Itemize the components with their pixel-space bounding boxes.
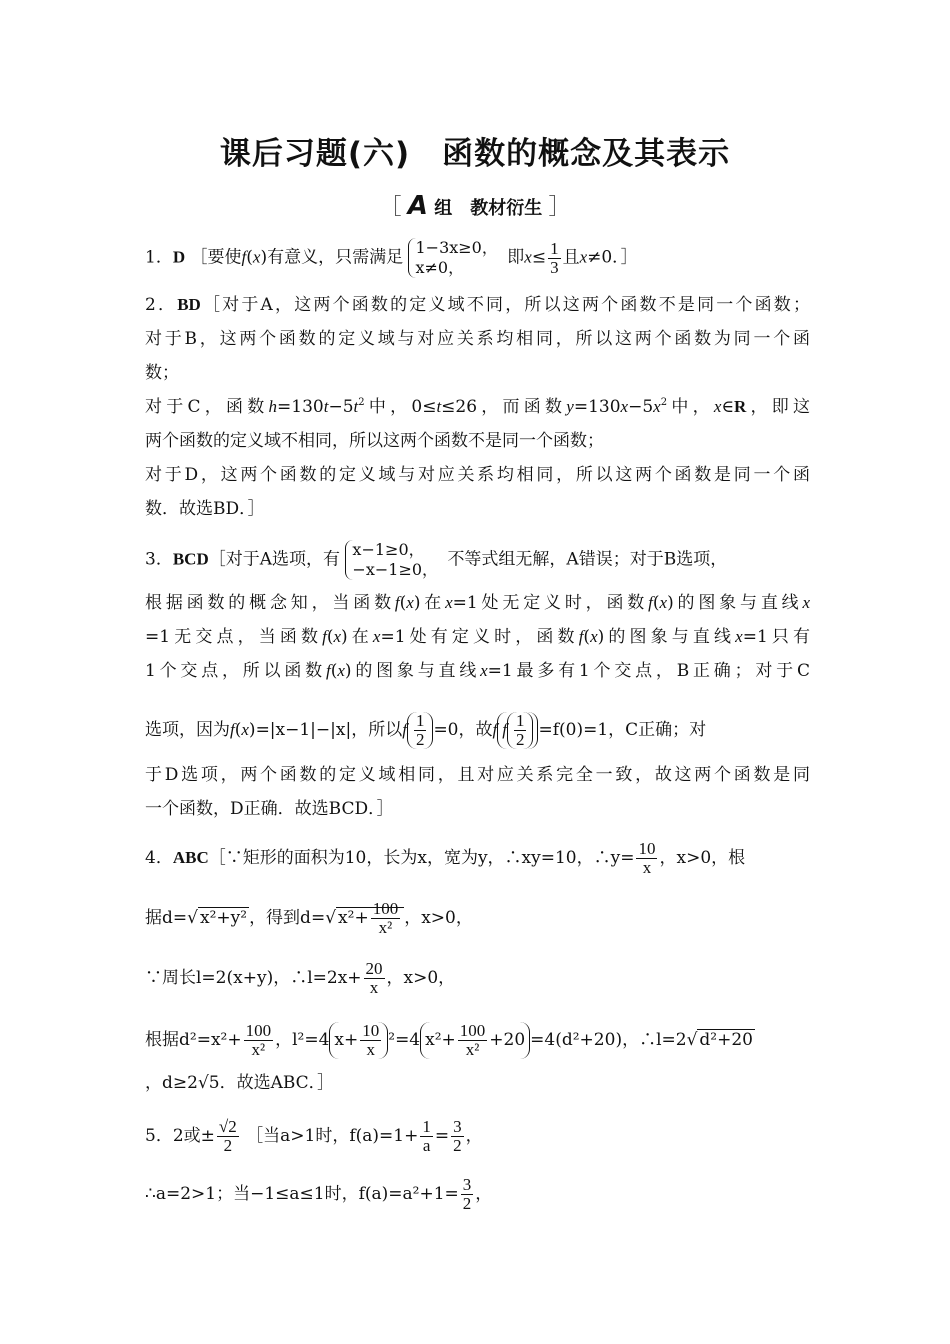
answer-4-line: 根据d²=x²+ $\frac{100}{\text{x²}}$ ，l²=4 x+ $\frac{10}{x}$ ²=4 x²+ $\frac{100}{\text{x²}}$ +20 =4(d²+20)，∴l=2√ d²+20 (145, 1021, 753, 1059)
answer-2-line: 2．BD［对于A，这两个函数的定义域不同，所以这两个函数不是同一个函数； (145, 295, 810, 315)
group-label: 组 教材衍生 (434, 198, 543, 219)
inequality-system: 1−3x≥0， x≠0， (408, 238, 501, 278)
answer-4-line: ，d≥2√5．故选ABC．］ (145, 1073, 335, 1093)
answer-2-line: 两个函数的定义域不相同，所以这两个函数不是同一个函数； (145, 431, 604, 451)
page-title: 课后习题(六) 函数的概念及其表示 (219, 136, 731, 172)
answer-3-line: 1个交点，所以函数f(x)的图象与直线x=1最多有1个交点，B正确；对于C (145, 661, 810, 681)
answer-5-line: ∴a=2>1；当−1≤a≤1时，f(a)=a²+1= $\frac{3}{2}$ ， (145, 1175, 493, 1213)
section-heading: ［ A 组 教材衍生 ］ (379, 191, 571, 221)
answer-3-line: 一个函数，D正确．故选BCD．］ (145, 799, 394, 819)
answer-2-line: 对于C，函数$h=130t-5t^2$中，0≤t≤26，而函数$y=130x-5x^2$中，x∈R，即这 (145, 397, 810, 417)
answer-1: 1．D ［要使f(x)有意义，只需满足 1−3x≥0， x≠0， 即x≤ $\frac{1}{3}$ 且x≠0．］ (145, 238, 638, 277)
answer-3-line: 于D选项，两个函数的定义域相同，且对应关系完全一致，故这两个函数是同 (145, 765, 810, 785)
answer-3-line: 选项，因为f(x)=|x−1|−|x|，所以f $\frac{1}{2}$ =0，故f f $\frac{1}{2}$ =f(0)=1，C正确；对 (145, 711, 707, 749)
answer-4-line: 4．ABC［∵矩形的面积为10，长为x，宽为y，∴xy=10，∴y= $\frac{10}{x}$ ，x>0，根 (145, 839, 746, 877)
answer-3-line: 根据函数的概念知，当函数f(x)在x=1处无定义时，函数f(x)的图象与直线x (145, 593, 811, 613)
group-letter: A (407, 191, 428, 221)
answer-2-line: 数； (145, 363, 179, 383)
answer-5-line: 5．2或± $\frac{√2}{2}$ ［当a>1时，f(a)=1+ $\frac{1}{a}$ = $\frac{3}{2}$ ， (145, 1117, 483, 1155)
answer-4-line: ∵周长l=2(x+y)，∴l=2x+ $\frac{20}{x}$ ，x>0， (145, 959, 456, 997)
answer-2-line: 对于B，这两个函数的定义域与对应关系均相同，所以这两个函数为同一个函 (145, 329, 810, 349)
answer-2-line: 数．故选BD．］ (145, 499, 265, 519)
answer-2-line: 对于D，这两个函数的定义域与对应关系均相同，所以这两个函数是同一个函 (145, 465, 810, 485)
answer-3-line: 3．BCD［对于A选项，有 x−1≥0， −x−1≥0， 不等式组无解，A错误；对于B选项， (145, 540, 728, 579)
answer-4-line: 据d=√ x²+y² ，得到d=√ x²+ $\frac{100}{\text{x²}}$ ，x>0， (145, 899, 473, 937)
answer-3-line: =1无交点，当函数f(x)在x=1处有定义时，函数f(x)的图象与直线x=1只有 (145, 627, 811, 647)
inequality-system: x−1≥0， −x−1≥0， (345, 540, 442, 580)
